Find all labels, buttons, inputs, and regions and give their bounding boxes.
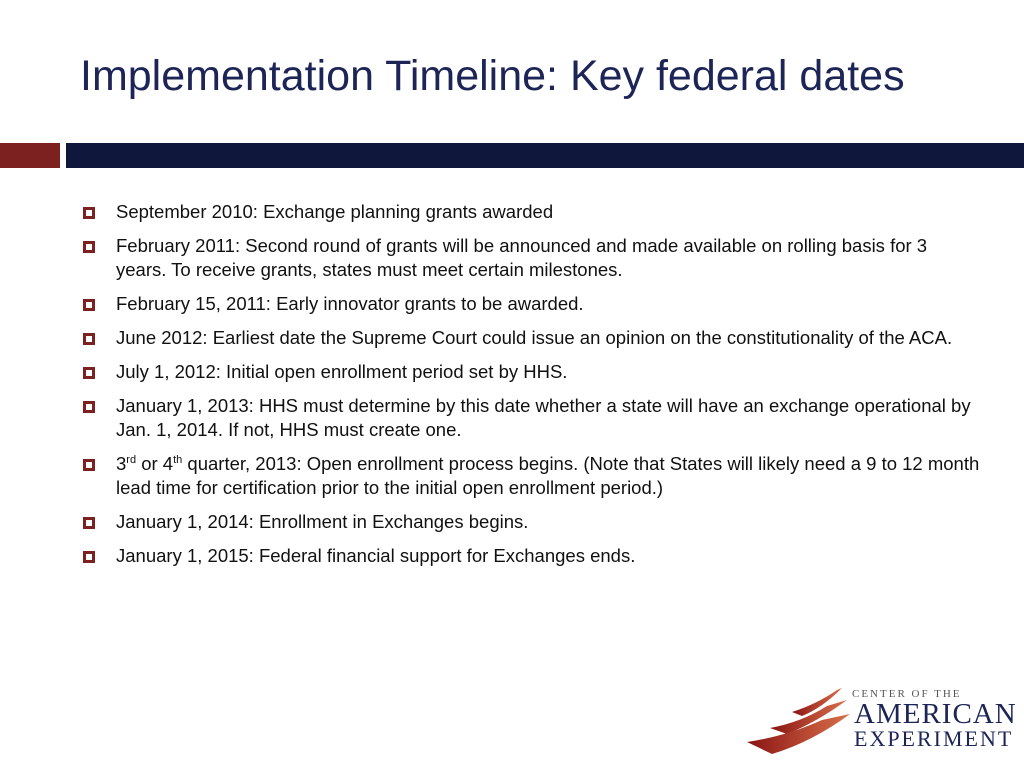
logo-text: CENTER OF THE (852, 688, 962, 700)
square-bullet-icon (83, 459, 95, 471)
item-text: June 2012: Earliest date the Supreme Court could issue an opinion on the constitutionality of the ACA. (116, 327, 953, 348)
square-bullet-icon (83, 241, 95, 253)
list-item (80, 394, 980, 442)
item-text: quarter, 2013: Open enrollment process begins. (Note that States will likely need a 9 to 12 month lead time for certification prior to the initial open enrollment period.) (116, 453, 980, 498)
list-item (80, 544, 980, 568)
list-item (80, 360, 980, 384)
square-bullet-icon (83, 401, 95, 413)
timeline-list (80, 200, 980, 578)
logo-text: AMERICAN (854, 698, 1017, 730)
item-text: September 2010: Exchange planning grants awarded (116, 201, 554, 222)
flag-stripes-icon (742, 686, 852, 756)
list-item (80, 452, 980, 500)
slide-title: Implementation Timeline: Key federal dates (80, 52, 905, 100)
item-text: 3 (116, 453, 127, 474)
item-text: February 2011: Second round of grants will be announced and made available on rolling basis for 3 years. To receive grants, states must meet certain milestones. (116, 235, 928, 280)
square-bullet-icon (83, 517, 95, 529)
item-text: January 1, 2014: Enrollment in Exchanges begins. (116, 511, 529, 532)
accent-bar-red (0, 143, 60, 168)
square-bullet-icon (83, 299, 95, 311)
list-item (80, 292, 980, 316)
center-of-the-american-experiment-logo (742, 686, 1017, 756)
logo-text: EXPERIMENT (854, 726, 1014, 751)
superscript: th (173, 453, 183, 466)
list-item (80, 326, 980, 350)
item-text: or 4 (136, 453, 174, 474)
item-text: January 1, 2015: Federal financial support for Exchanges ends. (116, 545, 636, 566)
square-bullet-icon (83, 551, 95, 563)
item-text: July 1, 2012: Initial open enrollment period set by HHS. (116, 361, 568, 382)
square-bullet-icon (83, 367, 95, 379)
square-bullet-icon (83, 333, 95, 345)
list-item (80, 510, 980, 534)
item-text: January 1, 2013: HHS must determine by this date whether a state will have an exchange operational by Jan. 1, 2014. If not, HHS must create one. (116, 395, 971, 440)
accent-bar-navy (66, 143, 1024, 168)
superscript: rd (126, 453, 137, 466)
item-text: February 15, 2011: Early innovator grants to be awarded. (116, 293, 584, 314)
square-bullet-icon (83, 207, 95, 219)
list-item (80, 234, 980, 282)
list-item (80, 200, 980, 224)
